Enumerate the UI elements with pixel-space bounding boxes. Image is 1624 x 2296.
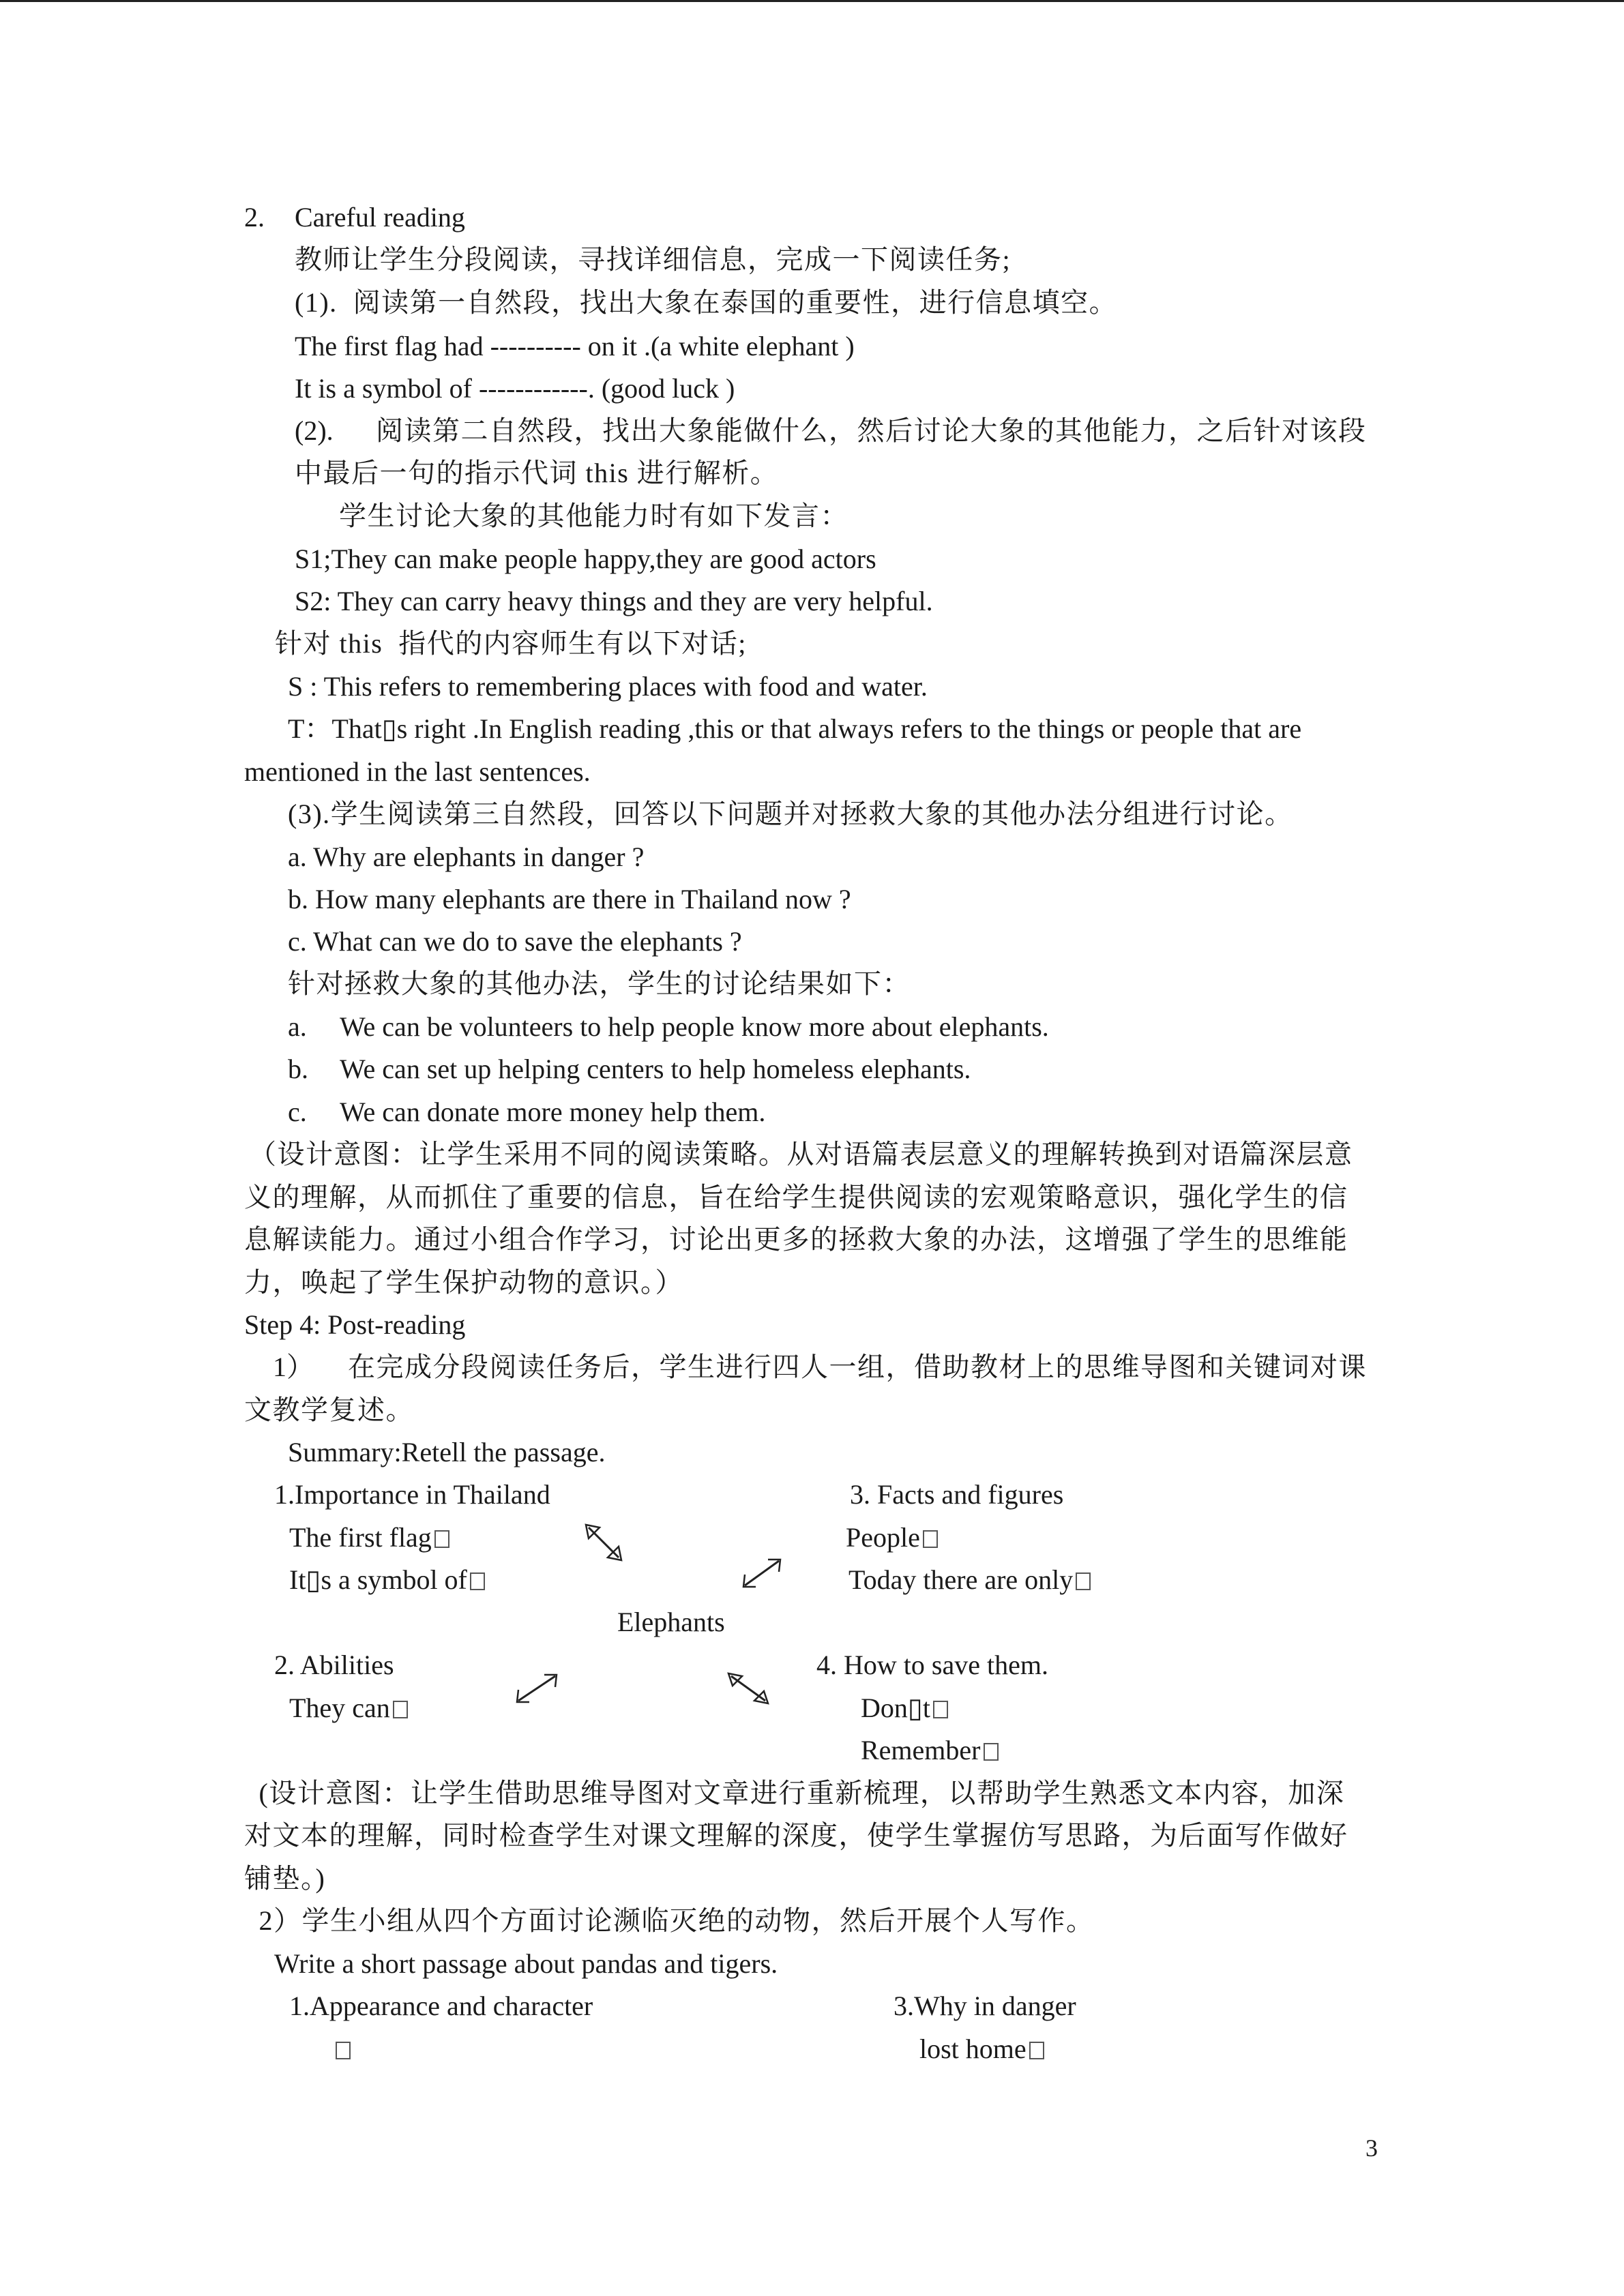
map-importance: 1.Importance in Thailand [274, 1479, 550, 1510]
page-number: 3 [1365, 2134, 1378, 2162]
fill-line-2: It is a symbol of ------------. (good luck ) [295, 373, 735, 404]
intro-text: 教师让学生分段阅读，寻找详细信息，完成一下阅读任务; [295, 244, 1012, 275]
map-how-save: 4. How to save them. [816, 1650, 1048, 1680]
map-people-label: People [846, 1522, 920, 1553]
map-today-label: Today there are only [848, 1564, 1074, 1595]
blank-box [984, 1743, 999, 1761]
map-symbol [289, 1564, 485, 1596]
blank-box [933, 1701, 948, 1718]
answer-mark-b: b. [288, 1054, 308, 1084]
map-abilities: 2. Abilities [274, 1650, 394, 1680]
item1-text-a: 在完成分段阅读任务后，学生进行四人一组，借助教材上的思维导图和关键词对课 [348, 1352, 1367, 1382]
map-remember-label: Remember [861, 1735, 981, 1765]
design-intent-2a: (设计意图：让学生借助思维导图对文章进行重新梳理，以帮助学生熟悉文本内容，加深 [251, 1778, 1345, 1808]
map-they-can [289, 1692, 408, 1725]
design-intent-1b: 义的理解，从而抓住了重要的信息，旨在给学生提供阅读的宏观策略意识，强化学生的信 [244, 1182, 1348, 1212]
map-center-elephants: Elephants [617, 1607, 725, 1637]
map-symbol-label: It▯s a symbol of [289, 1564, 467, 1595]
design-intent-2c: 铺垫。) [244, 1863, 326, 1894]
why-danger-heading: 3.Why in danger [894, 1991, 1076, 2021]
page-top-border [0, 0, 1624, 2]
design-intent-1a: （设计意图：让学生采用不同的阅读策略。从对语篇表层意义的理解转换到对语篇深层意 [249, 1139, 1353, 1169]
blank-box [434, 1530, 449, 1548]
appearance-blank [333, 2033, 351, 2066]
map-first-flag [289, 1521, 449, 1554]
design-intent-1d: 力，唤起了学生保护动物的意识。） [244, 1267, 683, 1298]
this-intro: 针对 this 指代的内容师生有以下对话; [275, 628, 747, 659]
result-intro: 针对拯救大象的其他办法，学生的讨论结果如下： [288, 968, 911, 999]
double-arrow-icon [726, 1671, 771, 1706]
question-b: b. How many elephants are there in Thailand now ? [288, 884, 851, 914]
appearance-heading: 1.Appearance and character [289, 1991, 593, 2021]
item1-text-b: 文教学复述。 [244, 1395, 414, 1425]
design-intent-2b: 对文本的理解，同时检查学生对课文理解的深度，使学生掌握仿写思路，为后面写作做好 [244, 1820, 1348, 1851]
blank-box [923, 1530, 938, 1548]
teacher-line-a: T：That▯s right .In English reading ,this or that always refers to the things or people that are [288, 713, 1302, 744]
map-today [848, 1564, 1091, 1596]
step4-heading: Step 4: Post-reading [244, 1309, 466, 1340]
blank-box [1029, 2042, 1044, 2059]
map-facts: 3. Facts and figures [850, 1479, 1064, 1510]
summary-line: Summary:Retell the passage. [288, 1437, 606, 1467]
discuss-intro: 学生讨论大象的其他能力时有如下发言： [339, 501, 848, 531]
task3-text: (3).学生阅读第三自然段，回答以下问题并对拯救大象的其他办法分组进行讨论。 [288, 799, 1293, 829]
answer-text-b: We can set up helping centers to help homeless elephants. [340, 1054, 971, 1084]
write-task: Write a short passage about pandas and tigers. [274, 1948, 778, 1979]
section-number: 2. [244, 202, 265, 233]
blank-box [393, 1701, 408, 1718]
map-remember [861, 1734, 999, 1767]
blank-box [336, 2042, 351, 2059]
answer-mark-c: c. [288, 1097, 307, 1127]
double-arrow-icon [513, 1671, 561, 1706]
answer-text-c: We can donate more money help them. [340, 1097, 766, 1127]
blank-box [1076, 1572, 1091, 1590]
student2-line: S2: They can carry heavy things and they are very helpful. [295, 586, 933, 616]
item1-number: 1） [273, 1352, 314, 1382]
question-c: c. What can we do to save the elephants ? [288, 926, 742, 957]
map-first-flag-label: The first flag [289, 1522, 432, 1553]
task2-number: (2). [295, 415, 334, 446]
double-arrow-icon [583, 1522, 624, 1563]
section-heading: Careful reading [295, 202, 465, 233]
map-dont-label: Don▯t [861, 1693, 931, 1723]
fill-line-1: The first flag had ---------- on it .(a white elephant ) [295, 331, 855, 361]
answer-text-a: We can be volunteers to help people know more about elephants. [340, 1011, 1049, 1042]
double-arrow-icon [739, 1555, 784, 1591]
task2-text-b: 中最后一句的指示代词 this 进行解析。 [295, 458, 779, 488]
design-intent-1c: 息解读能力。通过小组合作学习，讨论出更多的拯救大象的办法，这增强了学生的思维能 [244, 1224, 1348, 1255]
student1-line: S1;They can make people happy,they are good actors [295, 543, 876, 574]
map-dont [861, 1692, 948, 1725]
item2-text: 2）学生小组从四个方面讨论濒临灭绝的动物，然后开展个人写作。 [251, 1905, 1095, 1936]
map-they-can-label: They can [289, 1693, 390, 1723]
question-a: a. Why are elephants in danger ? [288, 841, 645, 872]
map-people [846, 1521, 938, 1554]
lost-home [919, 2033, 1044, 2066]
answer-mark-a: a. [288, 1011, 307, 1042]
teacher-line-b: mentioned in the last sentences. [244, 756, 591, 787]
lost-home-label: lost home [919, 2033, 1027, 2064]
blank-box [470, 1572, 485, 1590]
task1-text: (1). 阅读第一自然段，找出大象在泰国的重要性，进行信息填空。 [295, 287, 1118, 318]
task2-text-a: 阅读第二自然段，找出大象能做什么，然后讨论大象的其他能力，之后针对该段 [376, 415, 1367, 446]
student-line: S : This refers to remembering places with food and water. [288, 671, 928, 702]
